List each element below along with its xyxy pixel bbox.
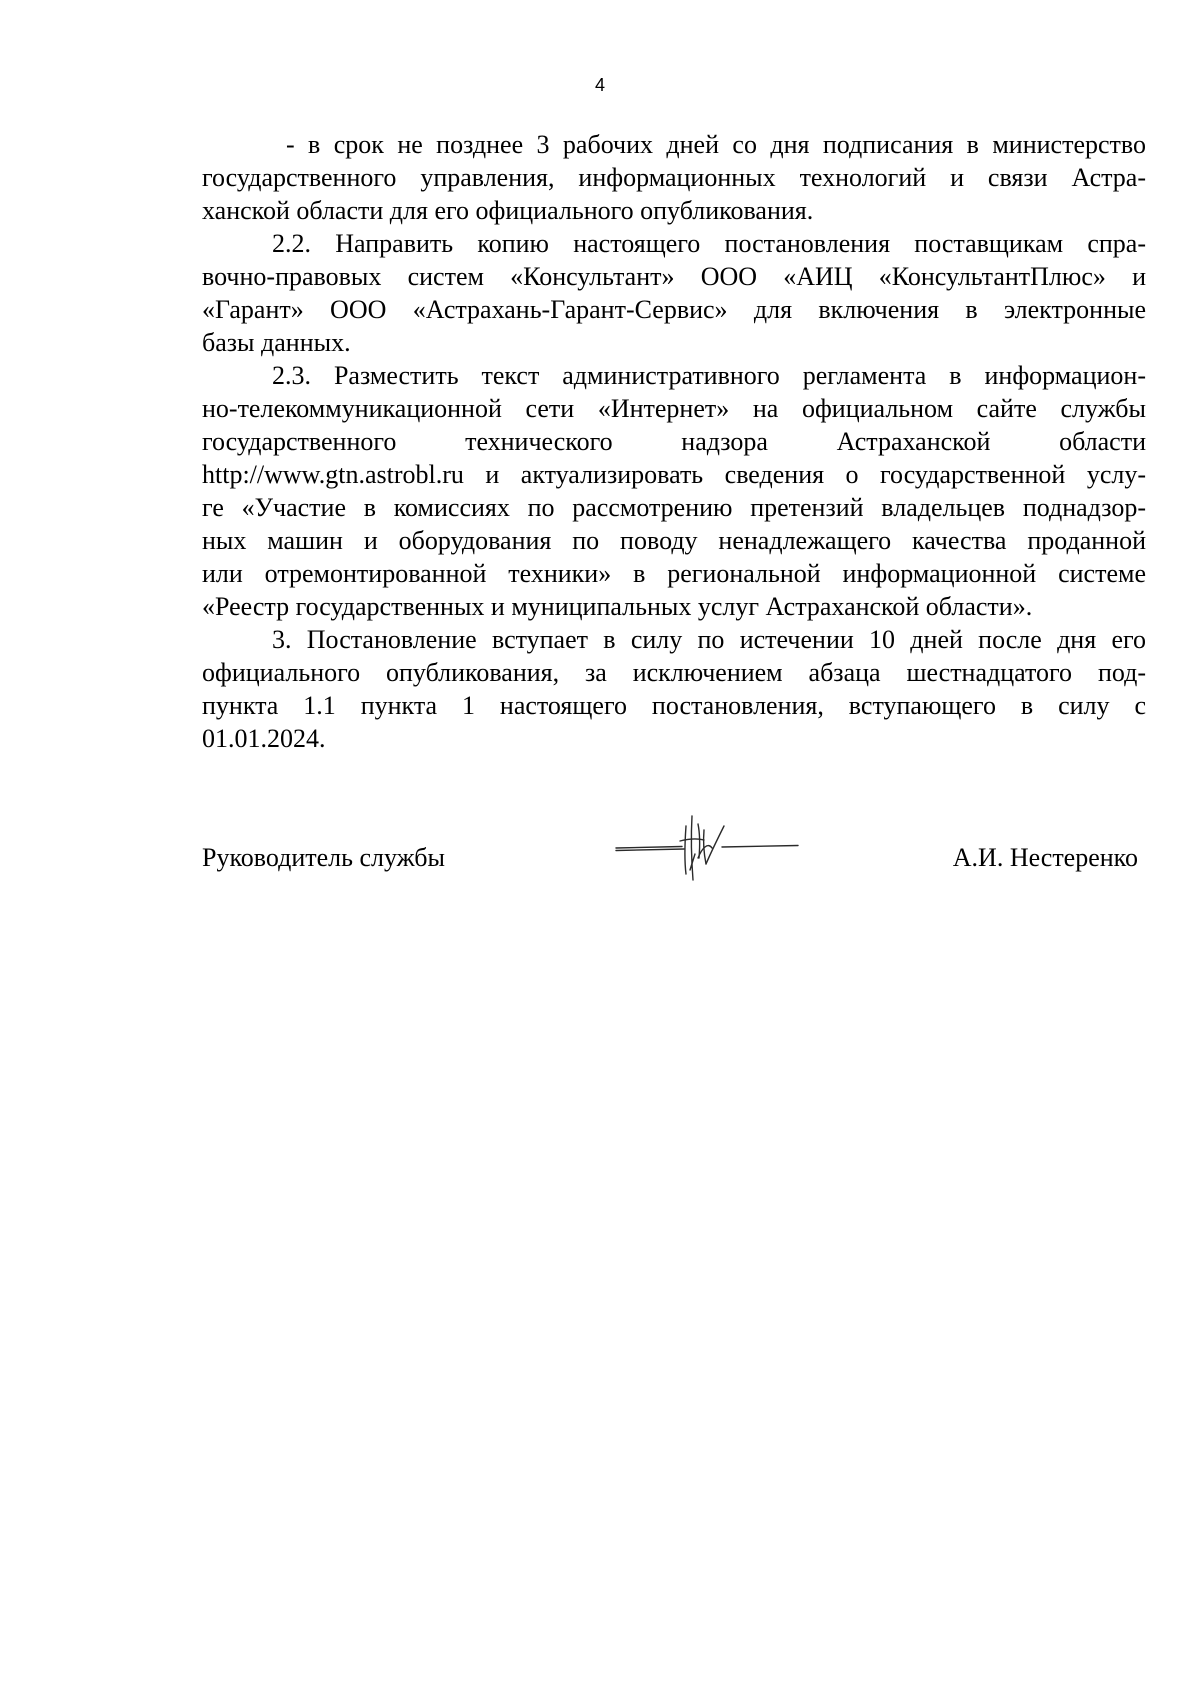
text-line: «Гарант» ООО «Астрахань-Гарант-Сервис» для включения в электронные <box>202 295 1146 324</box>
text-line: ханской области для его официального опубликования. <box>202 196 814 225</box>
text-line: ге «Участие в комиссиях по рассмотрению претензий владельцев поднадзор- <box>202 493 1146 522</box>
handwritten-signature <box>612 808 802 884</box>
text-line: но-телекоммуникационной сети «Интернет» на официальном сайте службы <box>202 394 1146 423</box>
text-line: 3. Постановление вступает в силу по истечении 10 дней после дня его <box>272 625 1146 654</box>
text-line: 01.01.2024. <box>202 724 326 753</box>
signatory-name: А.И. Нестеренко <box>952 843 1138 872</box>
page-number: 4 <box>594 75 605 95</box>
text-line: базы данных. <box>202 328 351 357</box>
text-line: - в срок не позднее 3 рабочих дней со дня подписания в министерство <box>286 130 1146 159</box>
text-line: 2.2. Направить копию настоящего постановления поставщикам спра- <box>272 229 1146 258</box>
text-line: государственного управления, информационных технологий и связи Астра- <box>202 163 1146 192</box>
text-line: или отремонтированной техники» в региональной информационной системе <box>202 559 1146 588</box>
text-line: пункта 1.1 пункта 1 настоящего постановления, вступающего в силу с <box>202 691 1146 720</box>
signatory-position: Руководитель службы <box>202 843 445 872</box>
text-line: государственного технического надзора Астраханской области <box>202 427 1146 456</box>
text-line: «Реестр государственных и муниципальных услуг Астраханской области». <box>202 592 1033 621</box>
text-line: ных машин и оборудования по поводу ненадлежащего качества проданной <box>202 526 1146 555</box>
document-body <box>202 128 1146 755</box>
text-line: вочно-правовых систем «Консультант» ООО «АИЦ «КонсультантПлюс» и <box>202 262 1146 291</box>
text-line: http://www.gtn.astrobl.ru и актуализировать сведения о государственной услу- <box>202 460 1146 489</box>
text-line: 2.3. Разместить текст административного регламента в информацион- <box>272 361 1146 390</box>
text-line: официального опубликования, за исключением абзаца шестнадцатого под- <box>202 658 1146 687</box>
